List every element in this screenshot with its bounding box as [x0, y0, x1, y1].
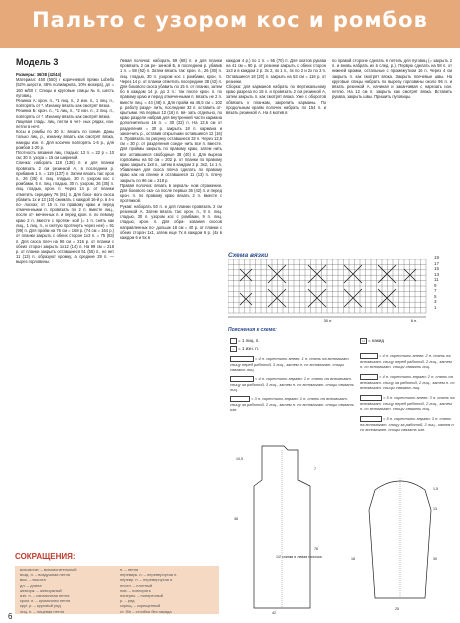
pattern-label: 1/2 спинки и левая полочка [276, 555, 322, 559]
paragraph: Сборка: для карманов набрать по вертикальному краю разреза по 18 п. и провязать 2 см резинкой А, затем закрыть п. как смотрят вязка. Уже с оборотов обвязать к планкам, закрепить карманы. По продольным краям полочек набрать по 154 п. и вязать резинкой А. На 4 мотив в [226, 84, 326, 116]
svg-text:38: 38 [234, 517, 238, 521]
paragraph: Левая полочка: наборать 59 (68) п. и для планки провязать 2 см ре- зинкой Б, в последнем р. убавив 1 п. = 58 (62) п. Затем вязать так: крон. п., 26 (30) п. лиц. гладью, 30 п. узором кос с ромбами, крон. п. Через 14 р. от планки отметить посередине 38 (42) п. Для бокового скоса убавить по 15 п. от планки, затем бо в каждом 14 р. до 2 п.: так после крон. п. по правому краю и перед отмеченными п. вязать не 2 п. вместе лиц. = 44 (48) п. Для пройм на 46,5 см = 102 р. работу разде- лить, последние 32 п. оставить от- крытыми. На первых 12 (16) п. вя- зать отдельно, по краю разделе набрав для внутренней части кармана дополнительно 16 п. = 30 (32) п. На 13,5 см от разделения = 30 р. закрыть 18 п. кармана и закончить р., оставив открытыми оставшиеся 12 (16) п. Провязать по рисунку оставшиеся 32 п. Через 13,5 см = 30 р. от разделения соеди- нить все п. вместе. Для проймы закрыть по правому краю, затем нить все оставшиеся свободные 38 (40) п. Для выреза горловины на 92 см = 202 р. от планки по правому краю закрыть 1х8 п., затем в каждом 2 р. 3х2, 1х 1 п. Убавления для скоса плеча сделать по правому краю как на спинке и оставшиеся 11 (13) п. плечу закрыть по 96 см = 218 р. [120, 58, 222, 183]
legend-desc: = 4 п. скрестить влево: 1 п. снять на вспомогат. спицу перед работой, 3 лиц., затем п. со вспомогат. спицы связать лиц. [230, 356, 350, 372]
svg-text:1,5: 1,5 [433, 487, 438, 491]
abbreviations-left: вспомогат. – вспомогательный возд. п. – воздушная петля выс. – высота дл. – длина жемчуж. – жемчужный изн. п. – изнаночная петля кром. п. – кромочная петля круг. р. – круговой ряд лиц. п. – лицевая петля [20, 567, 77, 614]
legend-desc: = 4 п. скрестить вправо: 1 п. снять на вспомогат. спицу за работой, 3 лиц., затем п. со вспомогат. спицы связать лиц. [230, 376, 354, 392]
abbreviations-title: СОКРАЩЕНИЯ: [15, 552, 76, 561]
svg-text:7: 7 [314, 467, 316, 471]
paragraph: Резинка А: крон. п., *1 лиц. п., 2 изн. п., 1 лиц. п., повторять от *. Изнанку вязать как смотрят вязка. [16, 98, 114, 109]
chart-row-numbers: 19 17 15 13 11 9 7 5 3 1 [434, 255, 440, 310]
svg-text:10,5: 10,5 [236, 457, 243, 461]
instructions-column-4 [332, 58, 452, 100]
legend-desc: = 5 п. скрестить влево: 3 п. снять на вспомогат. спицу перед работой, 2 лиц., затем п. со вспомогат. спицы связать лиц. [360, 395, 455, 411]
svg-text:42: 42 [272, 611, 276, 615]
svg-text:30: 30 [433, 557, 437, 561]
page-title: Пальто с узором кос и ромбов [32, 8, 428, 32]
legend-item: – = 1 изн. п. [230, 346, 259, 352]
back-front-pattern [232, 440, 342, 618]
instructions-column-1 [16, 72, 114, 567]
legend-title: Пояснения к схеме: [228, 327, 277, 333]
chart-grid [228, 259, 426, 313]
legend-item: U = накид [360, 338, 384, 344]
knit-symbol-icon [230, 338, 237, 344]
svg-text:76: 76 [314, 547, 318, 551]
repeat-label: 6 п. [410, 318, 418, 323]
paragraph: каждом 4 р.) по 1 п. = 66 (70) п. Для окатов рукава на 41 см = 90 р. от резинки закрыть с обеих сторон 1х3 и в каждом 2 р. 3х 2, 4х 1 п., 4х по 2 и 2х по 3 п. Оставшиеся 18 (20) п. закрыть на 53 см = 116 р. от резинки. [226, 58, 326, 84]
abbreviations-right: п. – петля перевирк. п. – перевернутая п. перевр. п. – перевернутая п. плотн. – плотный пов. – повторять поперек. – поперечный р. – ряд скрещ. – скрещенный ст. б/н – столбик без накида [120, 567, 178, 614]
page-number: 6 [8, 612, 13, 621]
svg-text:18: 18 [351, 557, 355, 561]
paragraph: Рукав: наборать 50 п. и для планки провязать 2 см резинкой А. Затем вязать так: крон. п., 9 п. лиц. гладью, 30 п. узором кос с ромбами, 9 п. лиц. гладью, крон. п. Для обра- зования скосов направленных по- дольше 18 см = 40 р. от планки с обеих сторон 1х1, затем еще 7х в каждом 6 р. (4х в каждом 6 и 5х в [120, 203, 222, 240]
sleeve-pattern [345, 470, 455, 618]
paragraph: Плотность вязания лиц. гладью: 13 п. = 22 р = 10 см; 30 п. узора = 15 см шириной. [16, 150, 114, 161]
legend-desc: = 3 п. скрестить вправо: 1 п. снять на вспомогат. спицу за работой, 2 лиц., затем п. со вспомогат. спицы связать изн. [230, 396, 354, 412]
paragraph: по правой стороне сделать 6 петель для пуговиц (= закрыть 2 п. и вновь набрать их в след. р.). Первую сделать на 58 п. от нижней кромки, остальные с промежутком 16 п. Через 4 см закрыть п. как смотрят вязка. Закрыть плечевые швы. На круговые спицы набрать по вырезу горловины около 96 п. и вязать резинкой А, начиная и заканчивая с нарезать изн. петлю. На 12 см п. закрыть как смотрят вязка. Вставить рукава, закрыть швы. Пришить пуговицы. [332, 58, 452, 100]
legend-desc: = 5 п. скрестить вправо: 3 п. снять на вспомогат. спицу за работой, 2 лиц., затем п. со вспомогат. спицы связать изн. [360, 416, 455, 432]
yarn-over-icon: U [360, 338, 367, 344]
paragraph: Лицевая гладь: лиц. петли в чет- ных рядах, изн. петли в нечт. [16, 118, 114, 130]
scheme-title: Схема вязки [228, 252, 269, 259]
legend-item: = 1 лиц. п. [230, 338, 260, 344]
purl-symbol-icon: – [230, 346, 237, 352]
model-heading: Модель 3 [16, 57, 59, 67]
svg-text:25: 25 [395, 607, 399, 611]
instructions-column-2 [120, 58, 222, 240]
paragraph: Косы и ромбы по 30 п.: вязать по схеме. Даны только лиц. р., изнанку вязать как смотрят вязка, накиды изн. п. Для косичек повторять 1-6 р., для ромбов 1-20 р. [16, 129, 114, 150]
repeat-label: 30 п. [323, 318, 333, 323]
legend-desc: = 4 п. скрестить влево: 2 п. снять на вспомогат. спицу перед работой, 2 лиц., затем п. со вспомогат. спицы связать лиц. [360, 353, 452, 369]
paragraph: Резинка Б: крон. п., *1 лиц. п., *2 изн. п., 2 лиц. п., повторять от *. Изнанку вязать как смотрят вязка. [16, 108, 114, 119]
paragraph: Размеры: 36/38 (42/44) [16, 72, 62, 77]
legend-desc: = 4 п. скрестить вправо: 2 п. снять на вспомогат. спицу за работой, 2 лиц., затем п. со вспомогат. спицы связать лиц. [360, 374, 455, 390]
paragraph: Спинка: наборать 118 (136) п. и для планки провязать 2 см резинкой А, в последнем р. прибавив 1 п. = 119 (137) п. Затем вязать так: крон п., 26 (35) п. лиц. гладью, 30 п. узором кос с ромбами, 5 п. лиц. гладью, 30 п. узором, 26 (35) п. лиц. гладью, крон. п. Через 14 р. от планки отметить середину 76 (81) п. Для боко- вого скоса убавить 1х и 13 (10) сжимать с каждой 16-й р. в 4-х по- лосках; от 15 п. по правому краю и перед отмеченными п. провязать по 2 п. вместе лиц., после от- меченных п. и перед крон. п. по левому краю 2 п. вместе с протяж- кой (= 1 п. снять как лиц., 1 лиц. п., и снятую протянуть через нее) = 91 (99) п. Для пройм на 76 см = 168 р. (74 см = 164 р.) от планки закрыть с обеих сторон 1х3 п. = 75 (83) п. Для скоса плеч на 96 см = 216 р. от планки с обеих сторон закрыть 1х12 (14) п. На 99 см = 218 р. от планки закрыть оставшиеся 51 (55) п., но нет 11 (13) п. образуют кромку, а средние 29 п. — вырез горловины. [16, 160, 114, 265]
knitting-chart [228, 259, 436, 323]
svg-text:13: 13 [433, 507, 437, 511]
paragraph: Правая полочка: вязать в зеркаль- ном отражении. Для бокового ска- са после первых 36 (42) п. и перед крон. п. по правому краю вязать 2 п. вместе с протяжкой. [120, 182, 222, 204]
instructions-column-3 [226, 58, 326, 115]
paragraph: Материал: 450 (550) г коричневой пряжи Lobella (52% шерсти, 48% полиакрила, 10% мохера), дл = 160 м/50 г; Спицы и круговые спицы № 6, шесть пуговиц. [16, 77, 114, 98]
